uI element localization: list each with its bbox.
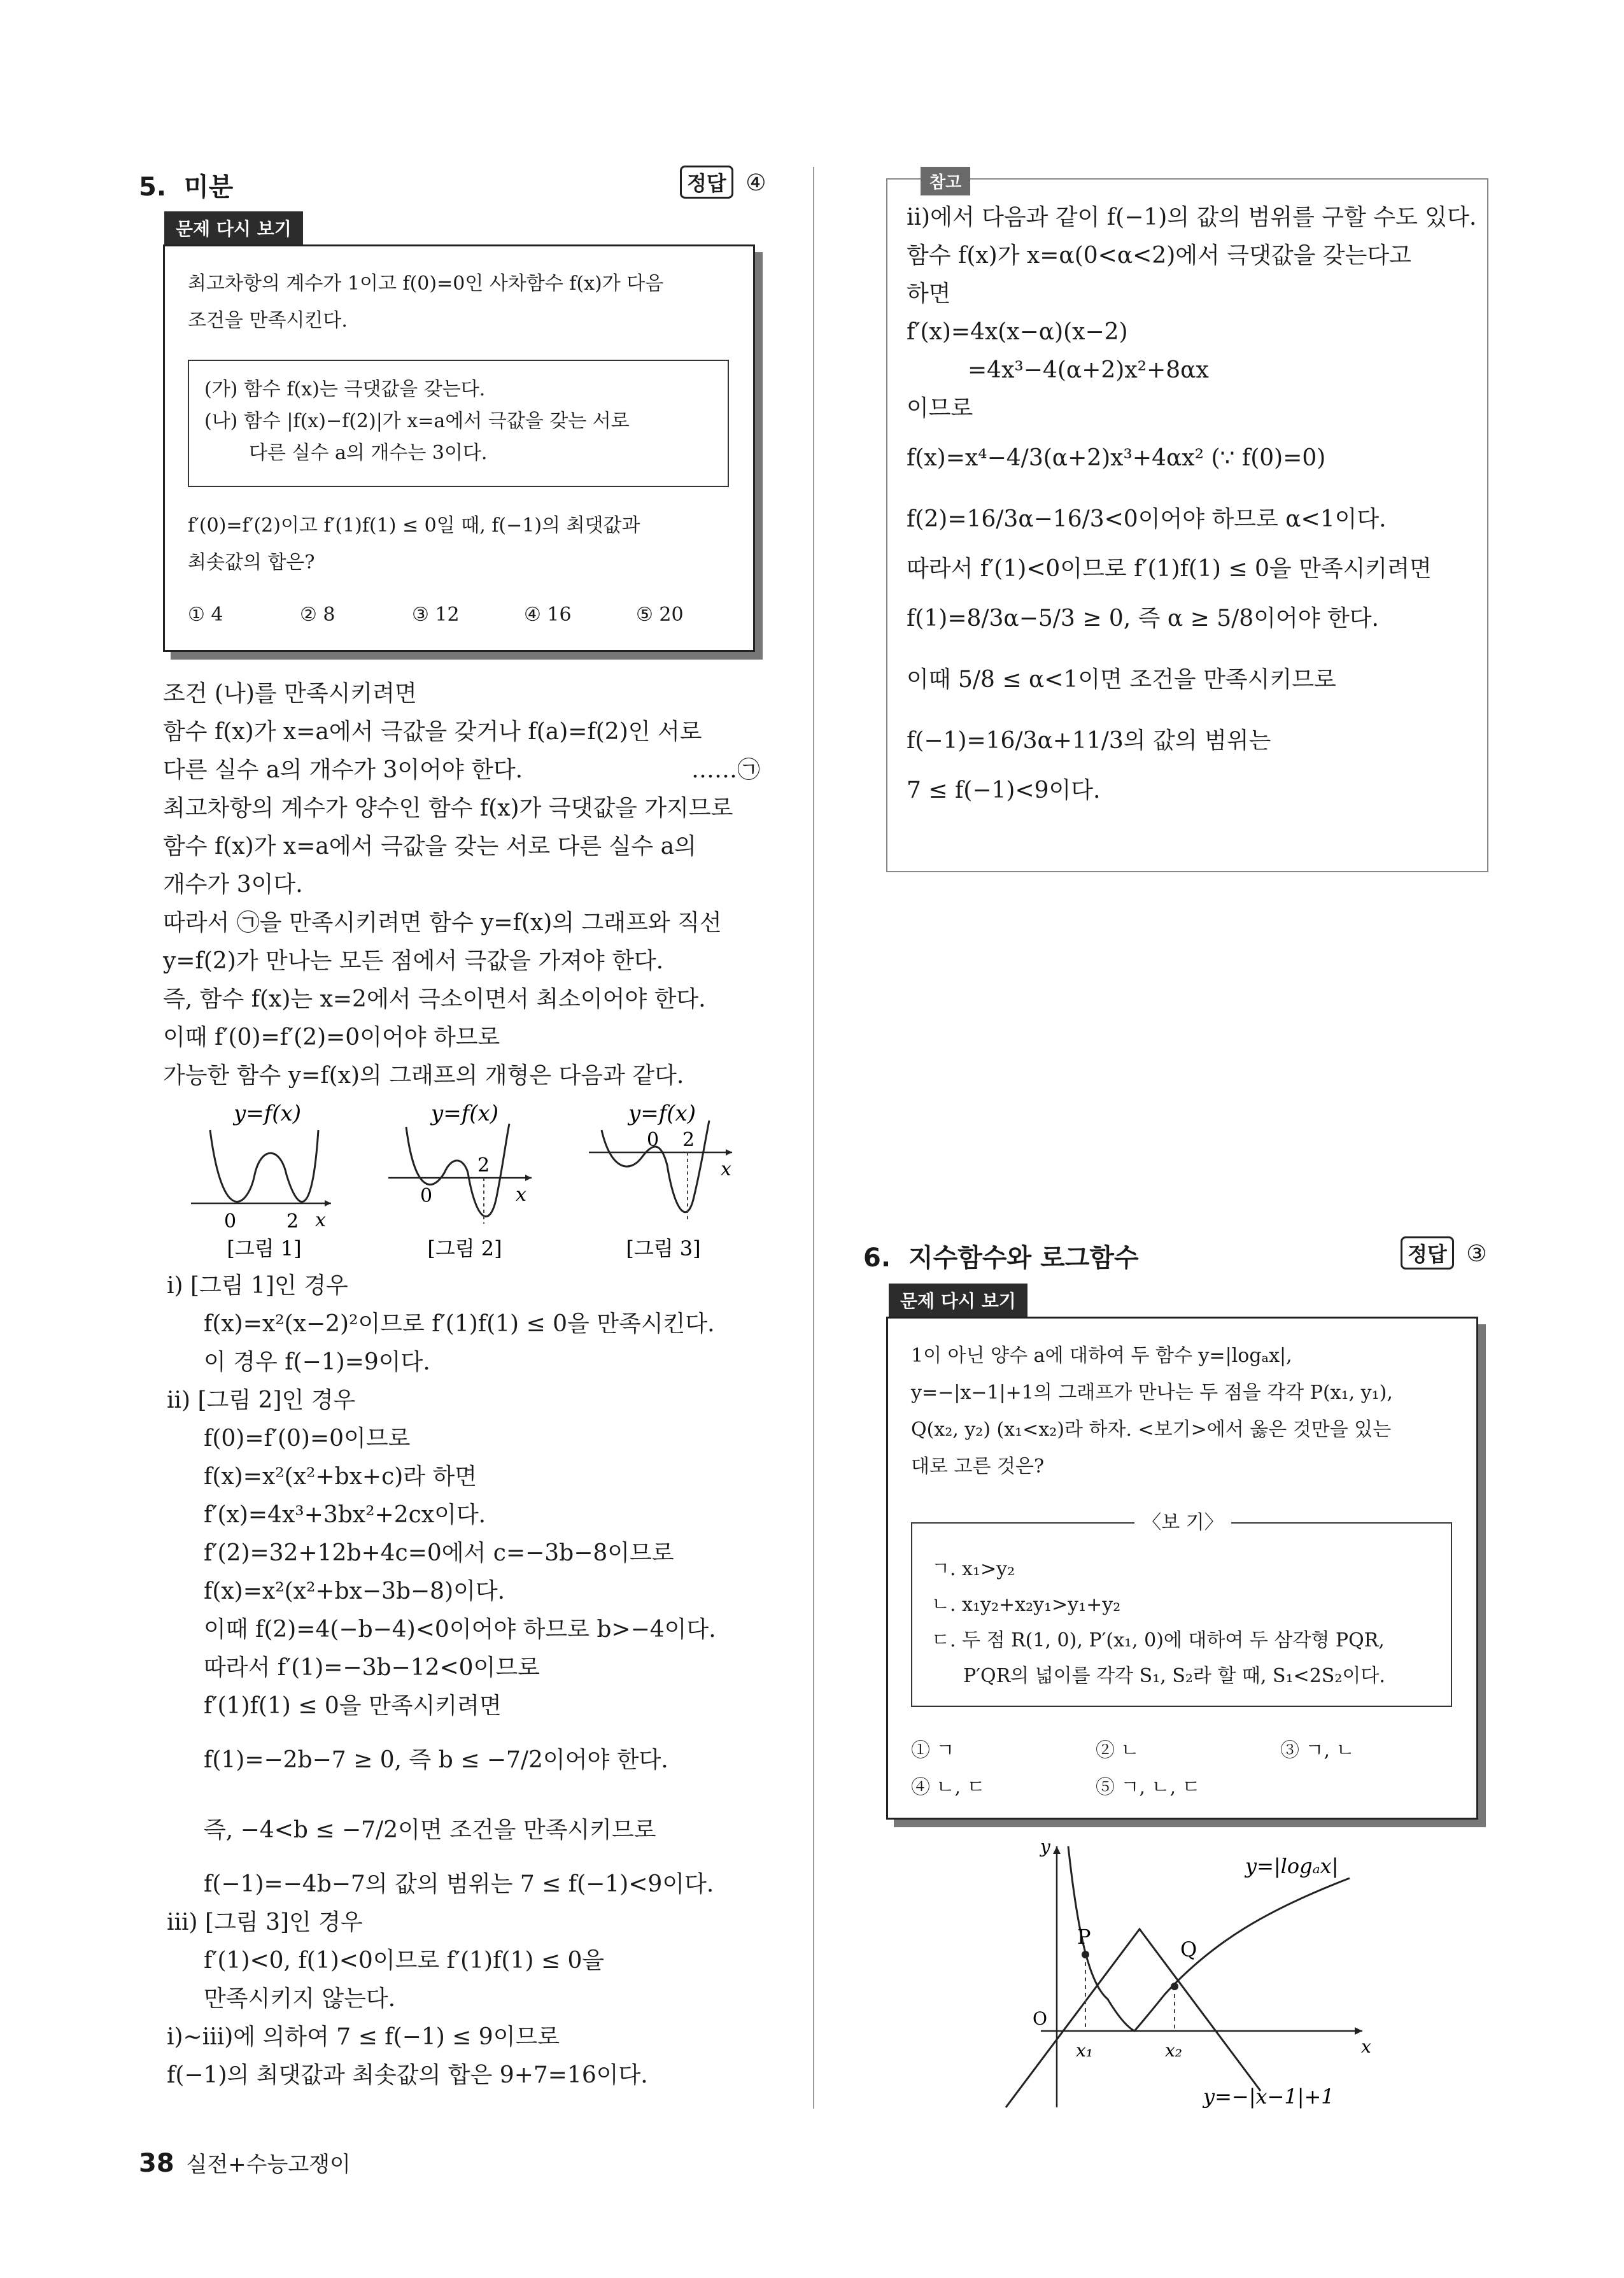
problem5-question	[188, 507, 640, 581]
section5-heading	[139, 167, 233, 203]
reference-line: f(x)=x⁴−4/3(α+2)x³+4αx² (∵ f(0)=0)	[907, 445, 1326, 471]
solution-line-with-marker	[163, 751, 774, 789]
reference-text	[907, 199, 1476, 810]
retry-tab: 문제 다시 보기	[889, 1284, 1027, 1317]
condition-line: 다른 실수 a의 개수는 3이다.	[249, 442, 488, 464]
x1-label: x₁	[1076, 2040, 1094, 2061]
reference-line: f(2)=16/3α−16/3<0이어야 하므로 α<1이다.	[907, 506, 1387, 532]
reference-line: 7 ≤ f(−1)<9이다.	[907, 777, 1101, 803]
choice: ② ㄴ	[1096, 1739, 1140, 1762]
reference-line: 이때 5/8 ≤ α<1이면 조건을 만족시키므로	[907, 667, 1336, 693]
solution-line: 따라서 ㉠을 만족시키려면 함수 y=f(x)의 그래프와 직선	[163, 910, 722, 936]
problem5-box	[163, 244, 755, 652]
choice: ④ ㄴ, ㄷ	[911, 1776, 985, 1799]
problem5-text	[188, 265, 663, 339]
y-axis-arrow	[1053, 1846, 1061, 1854]
case-line: f(x)=x²(x−2)²이므로 f′(1)f(1) ≤ 0을 만족시킨다.	[204, 1311, 715, 1337]
section6-number: 6.	[863, 1243, 891, 1273]
p-label: P	[1077, 1925, 1091, 1949]
problem-line: Q(x₂, y₂) (x₁<x₂)라 하자. <보기>에서 옳은 것만을 있는	[911, 1418, 1392, 1441]
function-sketches	[185, 1101, 783, 1267]
point-p	[1082, 1951, 1089, 1958]
choice: ① ㄱ	[911, 1739, 955, 1762]
solution-line: 이때 f′(0)=f′(2)=0이어야 하므로	[163, 1024, 500, 1051]
label-x: x	[721, 1158, 731, 1180]
case-line: f′(x)=4x³+3bx²+2cx이다.	[204, 1502, 486, 1528]
answer-value: ③	[1466, 1241, 1487, 1267]
choice: ④ 16	[524, 604, 572, 626]
reference-line: f′(x)=4x(x−α)(x−2)	[907, 319, 1128, 345]
choice: ③ ㄱ, ㄴ	[1280, 1739, 1355, 1762]
answer-value: ④	[745, 170, 766, 196]
x-axis-arrow	[325, 1200, 331, 1206]
case-line: ⅰ) [그림 1]인 경우	[167, 1273, 348, 1299]
section6-answer	[1401, 1236, 1487, 1270]
choices6	[911, 1732, 1458, 1806]
problem-line: 최고차항의 계수가 1이고 f(0)=0인 사차함수 f(x)가 다음	[188, 272, 664, 295]
choice: ⑤ ㄱ, ㄴ, ㄷ	[1096, 1776, 1201, 1799]
bogi-title: 〈보 기〉	[1134, 1511, 1231, 1534]
solution-line: y=f(2)가 만나는 모든 점에서 극값을 가져야 한다.	[163, 948, 664, 974]
case-line: f(0)=f′(0)=0이므로	[204, 1426, 411, 1452]
conditions-box	[188, 360, 729, 487]
case-line: f′(1)f(1) ≤ 0을 만족시키려면	[204, 1693, 502, 1719]
label-two: 2	[286, 1210, 299, 1233]
reference-line: 따라서 f′(1)<0이므로 f′(1)f(1) ≤ 0을 만족시키려면	[907, 556, 1432, 582]
solution-line: 가능한 함수 y=f(x)의 그래프의 개형은 다음과 같다.	[163, 1063, 684, 1089]
choice: ③ 12	[412, 604, 460, 626]
question-line: 최솟값의 합은?	[188, 551, 315, 574]
choice: ① 4	[188, 604, 223, 626]
choice: ⑤ 20	[636, 604, 684, 626]
graph-caption: [그림 1]	[227, 1236, 302, 1261]
section6-title: 지수함수와 로그함수	[908, 1243, 1139, 1273]
graph-title: y=f(x)	[431, 1101, 498, 1126]
graph-title: y=f(x)	[234, 1101, 301, 1126]
retry-tab: 문제 다시 보기	[164, 211, 303, 244]
choices5	[188, 597, 735, 633]
section5-number: 5.	[139, 173, 167, 202]
abs-label: y=−|x−1|+1	[1203, 2084, 1334, 2109]
solution-line: 조건 (나)를 만족시키려면	[163, 681, 417, 707]
quartic-curve	[210, 1130, 318, 1201]
y-label: y	[1040, 1840, 1050, 1857]
x-axis-arrow	[726, 1149, 732, 1156]
section5-answer	[680, 166, 766, 199]
problem-line: 조건을 만족시킨다.	[188, 309, 348, 332]
column-divider	[813, 167, 814, 2109]
graph-3	[589, 1101, 732, 1261]
case-line: f(−1)=−4b−7의 값의 범위는 7 ≤ f(−1)<9이다.	[204, 1871, 714, 1897]
book-title: 실전+수능고쟁이	[186, 2152, 351, 2177]
solution-line: 즉, 함수 f(x)는 x=2에서 극소이면서 최소이어야 한다.	[163, 986, 706, 1012]
log-abs-graph	[993, 1840, 1388, 2114]
case-line: f(1)=−2b−7 ≥ 0, 즉 b ≤ −7/2이어야 한다.	[204, 1747, 668, 1773]
x-label: x	[1361, 2036, 1371, 2057]
solution-line: 다른 실수 a의 개수가 3이어야 한다.	[163, 757, 523, 783]
bogi-item: ㄴ. x₁y₂+x₂y₁>y₁+y₂	[931, 1594, 1121, 1616]
case-line: 이때 f(2)=4(−b−4)<0이어야 하므로 b>−4이다.	[204, 1617, 716, 1643]
bogi-item: ㄷ. 두 점 R(1, 0), P′(x₁, 0)에 대하여 두 삼각형 PQR,	[931, 1629, 1385, 1652]
page-number: 38	[139, 2149, 174, 2178]
reference-line: =4x³−4(α+2)x²+8αx	[968, 357, 1209, 383]
condition-line: (나) 함수 |f(x)−f(2)|가 x=a에서 극값을 갖는 서로	[204, 410, 630, 432]
problem6-box	[886, 1317, 1478, 1820]
case-line: f(x)=x²(x²+bx−3b−8)이다.	[204, 1578, 505, 1604]
case-line: f(x)=x²(x²+bx+c)라 하면	[204, 1464, 477, 1490]
q-label: Q	[1180, 1937, 1197, 1962]
marker-circled-a: ……㉠	[691, 757, 761, 783]
x-axis-arrow	[1355, 2027, 1362, 2035]
label-x: x	[315, 1209, 326, 1231]
graph-1	[191, 1101, 331, 1261]
solution-line: 함수 f(x)가 x=a에서 극값을 갖는 서로 다른 실수 a의	[163, 833, 696, 860]
graph-2	[388, 1101, 532, 1261]
bogi-item: ㄱ. x₁>y₂	[931, 1558, 1015, 1580]
label-zero: 0	[420, 1185, 433, 1207]
case-line: f′(2)=32+12b+4c=0에서 c=−3b−8이므로	[204, 1540, 674, 1566]
reference-box	[886, 178, 1488, 872]
case-line: 즉, −4<b ≤ −7/2이면 조건을 만족시키므로	[204, 1817, 656, 1843]
label-zero: 0	[647, 1129, 660, 1151]
solution5	[163, 675, 774, 1095]
reference-line: f(−1)=16/3α+11/3의 값의 범위는	[907, 728, 1271, 754]
problem-line: 대로 고른 것은?	[911, 1455, 1045, 1478]
problem-line: y=−|x−1|+1의 그래프가 만나는 두 점을 각각 P(x₁, y₁),	[911, 1382, 1393, 1404]
case-line: 따라서 f′(1)=−3b−12<0이므로	[204, 1655, 540, 1681]
graph-caption: [그림 3]	[626, 1236, 701, 1261]
label-two: 2	[477, 1154, 490, 1177]
label-zero: 0	[224, 1210, 237, 1233]
bogi-title-row	[912, 1504, 1453, 1541]
answer-tag: 정답	[1401, 1236, 1454, 1270]
reference-line: 하면	[907, 281, 951, 307]
reference-line: f(1)=8/3α−5/3 ≥ 0, 즉 α ≥ 5/8이어야 한다.	[907, 605, 1379, 632]
reference-line: ⅱ)에서 다음과 같이 f(−1)의 값의 범위를 구할 수도 있다.	[907, 204, 1477, 230]
reference-line: 이므로	[907, 395, 973, 421]
origin-label: O	[1033, 2008, 1047, 2029]
case-line: ⅲ) [그림 3]인 경우	[167, 1909, 363, 1935]
bogi-box	[911, 1511, 1452, 1707]
x2-label: x₂	[1165, 2040, 1183, 2061]
point-q	[1171, 1983, 1178, 1990]
reference-line: 함수 f(x)가 x=α(0<α<2)에서 극댓값을 갖는다고	[907, 243, 1411, 269]
solution-line: 함수 f(x)가 x=a에서 극값을 갖거나 f(a)=f(2)인 서로	[163, 719, 702, 745]
section5-title: 미분	[183, 173, 234, 202]
case-line: ⅰ)~ⅲ)에 의하여 7 ≤ f(−1) ≤ 9이므로	[167, 2024, 560, 2050]
case-line: f(−1)의 최댓값과 최솟값의 합은 9+7=16이다.	[167, 2062, 648, 2088]
case-line: 이 경우 f(−1)=9이다.	[204, 1349, 430, 1375]
bogi-item: P′QR의 넓이를 각각 S₁, S₂라 할 때, S₁<2S₂이다.	[963, 1665, 1385, 1687]
log-label: y=|logₐx|	[1245, 1854, 1339, 1878]
graph-title: y=f(x)	[628, 1101, 696, 1126]
graph-caption: [그림 2]	[427, 1236, 502, 1261]
section6-heading	[863, 1238, 1139, 1274]
condition-line: (가) 함수 f(x)는 극댓값을 갖는다.	[204, 378, 486, 400]
cases5	[167, 1267, 803, 2095]
solution-line: 개수가 3이다.	[163, 872, 303, 898]
label-two: 2	[682, 1129, 695, 1151]
problem6-text	[911, 1338, 1393, 1485]
case-line: ⅱ) [그림 2]인 경우	[167, 1387, 356, 1413]
label-x: x	[516, 1184, 526, 1206]
footer	[139, 2147, 351, 2178]
question-line: f′(0)=f′(2)이고 f′(1)f(1) ≤ 0일 때, f(−1)의 최댓값과	[188, 514, 640, 537]
reference-tab: 참고	[921, 167, 970, 195]
case-line: 만족시키지 않는다.	[204, 1986, 396, 2012]
choice: ② 8	[300, 604, 335, 626]
case-line: f′(1)<0, f(1)<0이므로 f′(1)f(1) ≤ 0을	[204, 1948, 605, 1974]
problem-line: 1이 아닌 양수 a에 대하여 두 함수 y=|logₐx|,	[911, 1345, 1292, 1367]
answer-tag: 정답	[680, 166, 733, 199]
x-axis-arrow	[525, 1175, 532, 1181]
solution-line: 최고차항의 계수가 양수인 함수 f(x)가 극댓값을 가지므로	[163, 795, 733, 821]
